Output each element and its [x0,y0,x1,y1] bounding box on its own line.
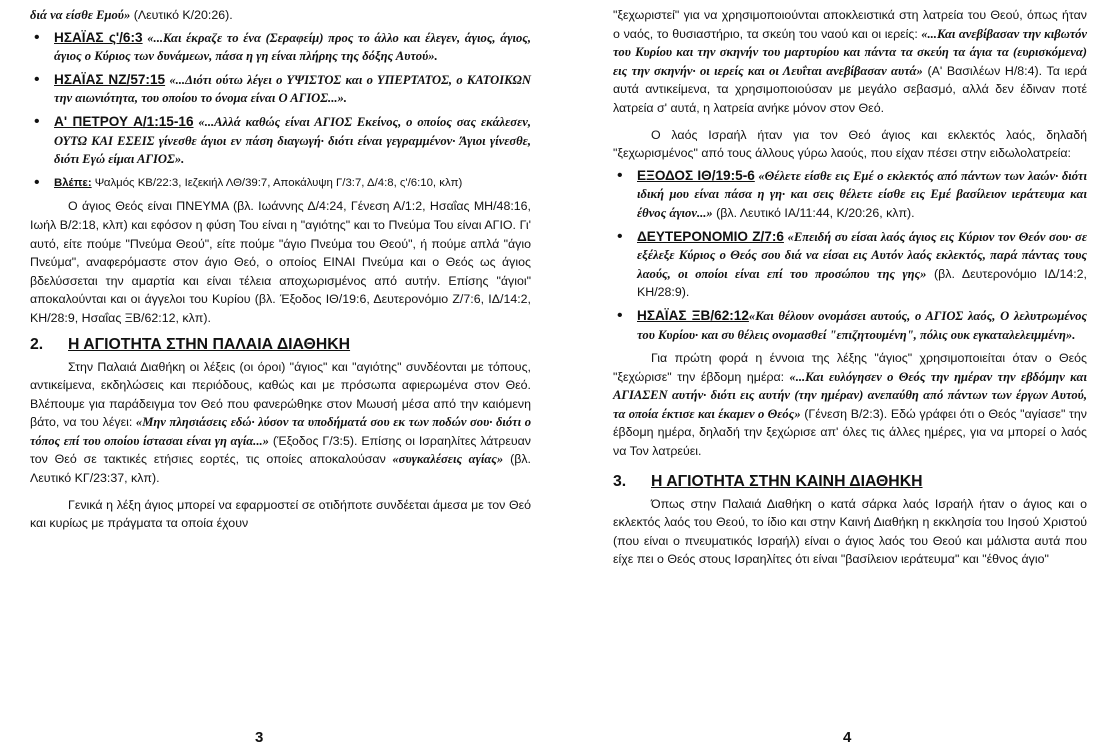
section-heading [613,473,1087,491]
scripture-reference: ΗΣΑΪΑΣ ΞΒ/62:12 [637,307,749,323]
section-title: Η ΑΓΙΟΤΗΤΑ ΣΤΗΝ ΚΑΙΝΗ ΔΙΑΘΗΚΗ [651,472,923,490]
quote: «Μην πλησιάσεις εδώ· λύσον τα υποδήματά σου εκ των ποδών σου· διότι ο τόπος επί του οποίου ίστασαι είναι γη αγία...» [30,415,531,448]
text: Εδώ γράφει ότι ο Θεός "αγίασε" την έβδομη ημέρα, δηλαδή την ξεχώρισε απ' όλες τις άλλες ημέρες, για να μπορεί ο λαός να Τον λατρεύει. [613,406,1087,459]
see-also-refs: Ψαλμός ΚΒ/22:3, Ιεζεκιήλ ΛΘ/39:7, Αποκάλυψη Γ/3:7, Δ/4:8, ς'/6:10, κλπ) [91,176,463,189]
paragraph: Ο λαός Ισραήλ ήταν για τον Θεό άγιος και εκλεκτός λαός, δηλαδή "ξεχωρισμένος" από τους άλλους γύρω λαούς, που είχαν πέσει στην ειδωλολατρεία: [613,127,1087,161]
list-item [613,228,1087,302]
list-item [613,167,1087,223]
bullet-icon: • [34,28,40,46]
section-title: Η ΑΓΙΟΤΗΤΑ ΣΤΗΝ ΠΑΛΑΙΑ ΔΙΑΘΗΚΗ [68,335,351,353]
paragraph: Γενικά η λέξη άγιος μπορεί να εφαρμοστεί σε οτιδήποτε συνδέεται άμεσα με τον Θεό και κυρίως με πράγματα τα οποία έχουν [30,497,531,531]
quote: «Επειδή συ είσαι λαός άγιος εις Κύριον τον Θεόν σου· σε εξέλεξε Κύριος ο Θεός σου διά να είσαι εις Αυτόν λαός εκλεκτός, παρά πάντας τους λαούς, οι οποίοι είναι επί του προσώπου της γης» [637,229,1087,281]
paragraph: Όπως στην Παλαιά Διαθήκη ο κατά σάρκα λαός Ισραήλ ήταν ο άγιος και ο εκλεκτός λαός του Θεού, το ίδιο και στην Καινή Διαθήκη η εκκλησία του Ιησού Χριστού (που είναι ο πνευματικός Ισραήλ) είναι ο άγιος λαός του Θεού και μάλιστα αυτά που είχε πει ο Θεός στους Ισραηλίτες ότι είναι "βασίλειον ιεράτευμα" και "έθνος άγιο" [613,496,1087,567]
quote: «...Διότι ούτω λέγει ο ΥΨΙΣΤΟΣ και ο ΥΠΕΡΤΑΤΟΣ, ο ΚΑΤΟΙΚΩΝ την αιωνιότητα, του οποίου το όνομα είναι Ο ΑΓΙΟΣ...». [54,72,531,106]
right-page [553,0,1107,756]
reference: (βλ. Δευτερονόμιο ΙΔ/14:2, ΚΗ/28:9). [637,266,1087,300]
text: Για πρώτη φορά η έννοια της λέξης "άγιος" χρησιμοποιείται όταν ο Θεός "ξεχώρισε" την έβδομη ημέρα: [613,351,1087,384]
bullet-icon: • [34,70,40,88]
bullet-icon: • [617,227,623,245]
bullet-icon: • [34,112,40,130]
quote: διά να είσθε Εμού» [30,8,131,22]
section-number: 3. [613,472,627,490]
paragraph [30,358,531,488]
list-item [30,71,531,108]
quote: «...Και ευλόγησεν ο Θεός την ημέραν την εβδόμην και ΑΓΙΑΣΕΝ αυτήν· διότι εις αυτήν (την ημέραν) ανεπαύθη από πάντων των έργων Αυτού, τα οποία έκτισε και έκαμεν ο Θεός» [613,369,1088,421]
quote: «Θέλετε είσθε εις Εμέ ο εκλεκτός από πάντων των λαών· διότι ιδική μου είναι πάσα η γη· και σεις θέλετε είσθε εις Εμέ βασίλειον ιεράτευμα και έθνος άγιον...» [637,168,1088,220]
top-line [30,6,531,25]
reference: (Α' Βασιλέων Η/8:4). [922,63,1043,78]
reference: (Λευτικό Κ/20:26). [130,8,233,22]
page-number: 4 [843,729,852,746]
scripture-reference: ΗΣΑΪΑΣ ΝΖ/57:15 [54,71,166,87]
reference: (βλ. Λευτικό ΙΑ/11:44, Κ/20:26, κλπ). [712,205,915,220]
text: Επίσης οι Ισραηλίτες λάτρευαν τον Θεό σε τακτικές ετήσιες εορτές, τις οποίες αποκαλούσαν [30,433,532,467]
quote: «...Και έκραζε το ένα (Σεραφείμ) προς το άλλο και έλεγεν, άγιος, άγιος, άγιος ο Κύριος των δυνάμεων, πάσα η γη είναι πλήρης της δόξης Αυτού». [54,30,532,64]
section-heading [30,336,531,354]
quote: «Και θέλουν ονομάσει αυτούς, ο ΑΓΙΟΣ λαός, Ο λελυτρωμένος του Κυρίου· και συ θέλεις ονομασθεί "επιζητουμένη", πόλις ουκ εγκαταλελειμμένη». [637,308,1087,342]
text: Στην Παλαιά Διαθήκη οι λέξεις (οι όροι) "άγιος" και "αγιότης" συνδέονται με τόπους, αντικείμενα, εκδηλώσεις και περιόδους, καθώς και με πρόσωπα αφιερωμένα στον Θεό. Βλέπουμε για παράδειγμα τον Θεό που φανερώθηκε στον Μωυσή μέσα από την καιόμενη βάτο, να του λέγει: [30,359,531,430]
bullet-icon: • [617,166,623,184]
paragraph: Ο άγιος Θεός είναι ΠΝΕΥΜΑ (βλ. Ιωάννης Δ/4:24, Γένεση Α/1:2, Ησαΐας ΜΗ/48:16, Ιωήλ Β/2:18, κλπ) και εφόσον η φύση Του είναι η "αγιότης" και το Πνεύμα Του είναι ΑΓΙΟ. Γι' αυτό, είτε πούμε "Πνεύμα Θεού", είτε πούμε "άγιο Πνεύμα του Θεού", ή πούμε απλά "άγιο Πνεύμα", αναφερόμαστε στον άγιο Θεό, ο οποίος ΕΙΝΑΙ Πνεύμα και ο Θεός ως άγιος βδελύσσεται την αμαρτία και είναι τέλεια αποχωρισμένος από αυτήν. Επίσης "άγιοι" αποκαλούνται και οι άγγελοι του Κυρίου (βλ. Έξοδος ΙΘ/19:6, Δευτερονόμιο Ζ/7:6, ΙΔ/14:2, ΚΗ/28:9, Ησαΐας ΞΒ/62:12, κλπ). [30,199,531,325]
see-also-label: Βλέπε: [54,176,92,189]
scripture-reference: ΕΞΟΔΟΣ ΙΘ/19:5-6 [637,167,755,183]
reference: (βλ. Λευτικό ΚΓ/23:37, κλπ). [30,452,531,486]
text: Τα ιερά αυτά αντικείμενα, τα χρησιμοποιούσαν με μεγάλο σεβασμό, αλλά δεν έδιναν ποτέ λατρεία σ' αυτά, η λατρεία ανήκε μόνον στον Θεό. [613,63,1087,115]
bullet-icon: • [617,306,623,324]
list-item [30,29,531,66]
left-page [0,0,553,756]
quote: «...Και ανεβίβασαν την κιβωτόν του Κυρίου και την σκηνήν του μαρτυρίου και πάντα τα σκεύη τα άγια τα (ευρισκόμενα) εις την σκηνήν· οι ιερείς και οι Λευΐται ανεβίβασαν αυτά» [613,26,1087,78]
list-item [30,174,531,193]
scripture-reference: ΗΣΑΪΑΣ ς'/6:3 [54,29,143,45]
scripture-reference: ΔΕΥΤΕΡΟΝΟΜΙΟ Ζ/7:6 [637,228,784,244]
quote: «...Αλλά καθώς είναι ΑΓΙΟΣ Εκείνος, ο οποίος σας εκάλεσεν, ΟΥΤΩ ΚΑΙ ΕΣΕΙΣ γίνεσθε άγιοι εν πάση διαγωγή· διότι είναι γεγραμμένον· Άγιοι γίνεσθε, διότι Εγώ είμαι ΑΓΙΟΣ». [54,114,531,167]
reference: (Γένεση Β/2:3). [800,406,888,421]
section-number: 2. [30,335,44,353]
quote: «συγκαλέσεις αγίας» [385,452,504,467]
page-number: 3 [255,729,264,746]
text: "ξεχωριστεί" για να χρησιμοποιούνται αποκλειστικά στη λατρεία του Θεού, όπως ήταν ο ναός, το θυσιαστήριο, τα σκεύη του ναού και οι ιερείς: [613,8,1087,41]
list-item [30,113,531,169]
list-item [613,307,1087,344]
scripture-reference: Α' ΠΕΤΡΟΥ Α/1:15-16 [54,113,194,129]
paragraph [613,6,1087,118]
reference: (Έξοδος Γ/3:5). [268,433,358,448]
bullet-icon: • [34,173,40,191]
paragraph [613,349,1087,461]
